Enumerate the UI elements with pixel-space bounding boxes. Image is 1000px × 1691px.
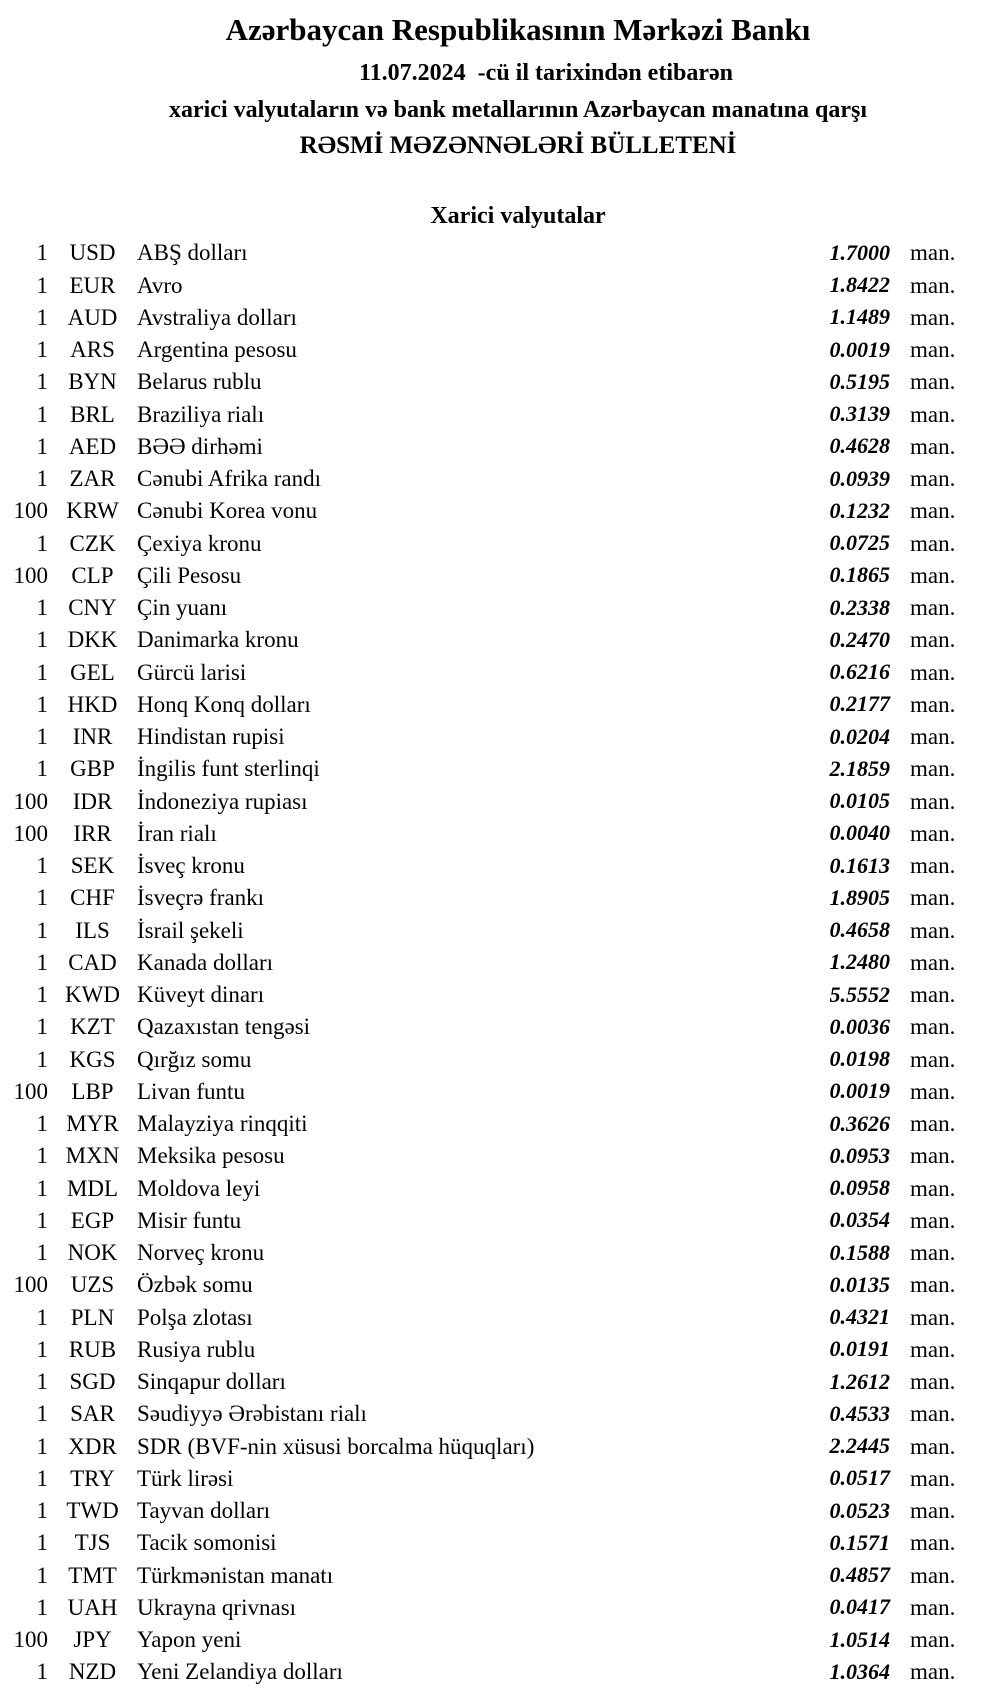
quantity-cell: 1 — [36, 595, 48, 620]
currency-code-cell: TJS — [74, 1530, 111, 1556]
rate-value-cell: 0.4857 — [829, 1562, 890, 1587]
quantity-cell: 100 — [13, 498, 48, 524]
rate-value-cell: 1.1489 — [829, 304, 890, 330]
rate-value-cell: 0.0105 — [829, 788, 890, 813]
rate-value-cell: 0.0019 — [829, 336, 890, 362]
table-row — [0, 1333, 1000, 1365]
quantity-cell: 100 — [13, 820, 48, 846]
quantity-cell: 100 — [13, 788, 48, 814]
currency-name-cell: İsrail şekeli — [137, 917, 244, 943]
unit-cell: man. — [910, 1369, 956, 1394]
quantity-cell: 1 — [36, 369, 48, 395]
unit-cell: man. — [910, 1175, 956, 1201]
quantity-cell: 1 — [36, 724, 48, 749]
rate-value-cell: 2.2445 — [829, 1433, 890, 1458]
table-row — [0, 1365, 1000, 1397]
currency-name-cell: Yeni Zelandiya dolları — [137, 1659, 343, 1685]
currency-code-cell: USD — [69, 240, 116, 266]
unit-cell: man. — [910, 1401, 956, 1427]
rate-value-cell: 0.4321 — [829, 1304, 890, 1329]
table-row — [0, 1043, 1000, 1075]
currency-name-cell: İran rialı — [137, 820, 217, 846]
effective-date: 11.07.2024 — [358, 60, 466, 87]
table-row — [0, 1623, 1000, 1655]
rate-value-cell: 2.1859 — [829, 755, 890, 781]
quantity-cell: 1 — [36, 853, 48, 878]
unit-cell: man. — [910, 1304, 956, 1330]
currency-code-cell: GBP — [70, 756, 115, 782]
currency-name-cell: Braziliya rialı — [137, 401, 265, 427]
currency-code-cell: GEL — [70, 659, 115, 685]
table-row — [0, 1269, 1000, 1301]
currency-name-cell: Belarus rublu — [137, 369, 262, 395]
table-row — [0, 1011, 1000, 1043]
currency-name-cell: Yapon yeni — [137, 1627, 242, 1652]
currency-code-cell: SAR — [70, 1401, 115, 1427]
rate-value-cell: 0.4658 — [829, 917, 890, 942]
currency-code-cell: RUB — [68, 1336, 117, 1362]
currency-name-cell: Cənubi Korea vonu — [137, 498, 318, 524]
currency-name-cell: Argentina pesosu — [137, 337, 297, 362]
bulletin-header — [0, 0, 1000, 161]
rate-value-cell: 0.6216 — [829, 659, 890, 684]
rate-value-cell: 0.2338 — [829, 594, 890, 620]
currency-name-cell: Danimarka kronu — [137, 627, 299, 653]
table-row — [0, 527, 1000, 559]
currency-name-cell: Türkmənistan manatı — [137, 1562, 334, 1588]
quantity-cell: 100 — [13, 1272, 48, 1298]
unit-cell: man. — [910, 1465, 956, 1491]
unit-cell: man. — [910, 1143, 956, 1169]
quantity-cell: 1 — [36, 272, 48, 298]
rate-value-cell: 0.0953 — [829, 1142, 890, 1168]
quantity-cell: 1 — [36, 240, 48, 266]
table-row — [0, 1462, 1000, 1494]
unit-cell: man. — [910, 1111, 956, 1136]
quantity-cell: 1 — [36, 1433, 48, 1459]
rate-value-cell: 1.2612 — [829, 1368, 890, 1394]
quantity-cell: 1 — [36, 304, 48, 330]
currency-code-cell: TRY — [70, 1465, 115, 1491]
unit-cell: man. — [910, 1433, 956, 1459]
currency-code-cell: CAD — [68, 949, 117, 975]
unit-cell: man. — [910, 691, 956, 717]
unit-cell: man. — [910, 272, 956, 298]
table-row — [0, 914, 1000, 946]
rate-value-cell: 0.0725 — [829, 530, 890, 555]
currency-name-cell: Honq Konq dolları — [137, 691, 311, 717]
currency-name-cell: Malayziya rinqqiti — [137, 1111, 308, 1136]
rate-value-cell: 0.4628 — [829, 433, 890, 459]
quantity-cell: 1 — [36, 659, 48, 685]
rate-value-cell: 0.3139 — [829, 401, 890, 426]
quantity-cell: 1 — [36, 1046, 48, 1072]
currency-code-cell: UAH — [67, 1594, 118, 1620]
table-row — [0, 849, 1000, 881]
currency-code-cell: SGD — [69, 1369, 116, 1394]
quantity-cell: 1 — [36, 1304, 48, 1330]
rate-value-cell: 0.1588 — [829, 1239, 890, 1265]
table-row — [0, 1591, 1000, 1623]
unit-cell: man. — [910, 756, 956, 782]
currency-name-cell: Türk lirəsi — [137, 1465, 234, 1491]
table-row — [0, 1527, 1000, 1559]
rate-value-cell: 0.0523 — [829, 1497, 890, 1523]
currency-code-cell: CHF — [70, 885, 115, 911]
currency-name-cell: İsveçrə frankı — [137, 885, 265, 911]
rate-value-cell: 0.2177 — [829, 691, 890, 717]
currency-name-cell: İndoneziya rupiası — [137, 788, 308, 814]
unit-cell: man. — [910, 433, 956, 459]
rate-value-cell: 1.2480 — [829, 949, 890, 975]
currency-name-cell: Küveyt dinarı — [137, 982, 265, 1007]
quantity-cell: 1 — [36, 1175, 48, 1201]
rate-value-cell: 1.7000 — [829, 239, 890, 265]
currency-code-cell: KRW — [66, 498, 119, 524]
currency-code-cell: CNY — [68, 595, 117, 620]
table-row — [0, 237, 1000, 269]
currency-code-cell: MYR — [66, 1111, 119, 1136]
currency-code-cell: KWD — [65, 982, 120, 1007]
currency-code-cell: IDR — [72, 788, 113, 814]
rate-value-cell: 0.1865 — [829, 562, 890, 588]
currency-code-cell: INR — [72, 724, 113, 749]
effective-date-line — [46, 60, 1000, 88]
unit-cell: man. — [910, 1207, 956, 1233]
table-row — [0, 1107, 1000, 1139]
currency-name-cell: Çin yuanı — [137, 595, 228, 620]
currency-name-cell: Özbək somu — [137, 1272, 253, 1298]
rate-value-cell: 0.0354 — [829, 1207, 890, 1233]
quantity-cell: 1 — [36, 982, 48, 1007]
table-row — [0, 753, 1000, 785]
bulletin-subtitle: xarici valyutaların və bank metallarının Azərbaycan manatına qarşı — [168, 96, 867, 123]
table-row — [0, 559, 1000, 591]
quantity-cell: 1 — [36, 1240, 48, 1265]
currency-code-cell: AED — [68, 433, 117, 459]
unit-cell: man. — [910, 1659, 956, 1685]
unit-cell: man. — [910, 304, 956, 330]
currency-code-cell: EUR — [69, 272, 116, 298]
page-title: Azərbaycan Respublikasının Mərkəzi Bankı — [225, 12, 811, 47]
unit-cell: man. — [910, 949, 956, 975]
rate-value-cell: 0.0019 — [829, 1078, 890, 1104]
table-row — [0, 495, 1000, 527]
rate-value-cell: 0.3626 — [829, 1110, 890, 1136]
currency-name-cell: Avstraliya dolları — [137, 304, 297, 330]
unit-cell: man. — [910, 1078, 956, 1104]
rate-value-cell: 1.0514 — [829, 1626, 890, 1652]
currency-name-cell: Avro — [137, 272, 183, 298]
rates-table — [0, 237, 1000, 1688]
currency-code-cell: CZK — [69, 530, 116, 556]
rate-value-cell: 0.0135 — [829, 1271, 890, 1297]
currency-name-cell: Livan funtu — [137, 1078, 245, 1104]
currency-code-cell: BYN — [68, 369, 117, 395]
quantity-cell: 1 — [36, 1014, 48, 1040]
currency-code-cell: JPY — [73, 1627, 112, 1652]
rate-value-cell: 0.0198 — [829, 1046, 890, 1071]
unit-cell: man. — [910, 627, 956, 653]
currency-code-cell: LBP — [71, 1078, 114, 1104]
unit-cell: man. — [910, 724, 956, 749]
currency-code-cell: NZD — [68, 1659, 117, 1685]
table-row — [0, 430, 1000, 462]
rate-value-cell: 0.0204 — [829, 723, 890, 749]
unit-cell: man. — [910, 853, 956, 878]
unit-cell: man. — [910, 1530, 956, 1556]
table-row — [0, 301, 1000, 333]
unit-cell: man. — [910, 401, 956, 427]
unit-cell: man. — [910, 1627, 956, 1652]
rate-value-cell: 1.0364 — [829, 1658, 890, 1684]
currency-code-cell: NOK — [67, 1240, 118, 1265]
rate-value-cell: 0.1613 — [829, 852, 890, 878]
quantity-cell: 1 — [36, 433, 48, 459]
rate-value-cell: 0.0040 — [829, 820, 890, 846]
rate-value-cell: 1.8422 — [829, 272, 890, 297]
currency-name-cell: İngilis funt sterlinqi — [137, 756, 320, 782]
unit-cell: man. — [910, 1498, 956, 1523]
currency-name-cell: Gürcü larisi — [137, 659, 247, 685]
table-row — [0, 1398, 1000, 1430]
currency-name-cell: Hindistan rupisi — [137, 724, 285, 749]
currency-code-cell: KZT — [70, 1014, 115, 1040]
currency-code-cell: ARS — [70, 337, 115, 362]
rate-value-cell: 0.0036 — [829, 1013, 890, 1039]
unit-cell: man. — [910, 1272, 956, 1298]
currency-code-cell: PLN — [70, 1304, 115, 1330]
quantity-cell: 100 — [13, 1627, 48, 1652]
currency-code-cell: DKK — [67, 627, 118, 653]
currency-name-cell: Kanada dolları — [137, 949, 274, 975]
unit-cell: man. — [910, 820, 956, 846]
quantity-cell: 1 — [36, 1336, 48, 1362]
currency-name-cell: Polşa zlotası — [137, 1304, 253, 1330]
table-row — [0, 462, 1000, 494]
table-row — [0, 720, 1000, 752]
quantity-cell: 1 — [36, 917, 48, 943]
rate-value-cell: 1.8905 — [829, 884, 890, 910]
rate-value-cell: 0.1571 — [829, 1529, 890, 1555]
currency-code-cell: ZAR — [69, 466, 116, 491]
currency-code-cell: EGP — [70, 1207, 115, 1233]
table-row — [0, 1301, 1000, 1333]
currency-name-cell: Cənubi Afrika randı — [137, 466, 321, 491]
table-row — [0, 1140, 1000, 1172]
table-row — [0, 1656, 1000, 1688]
unit-cell: man. — [910, 1562, 956, 1588]
currency-name-cell: Ukrayna qrivnası — [137, 1594, 297, 1620]
quantity-cell: 1 — [36, 885, 48, 911]
currency-code-cell: CLP — [71, 562, 114, 588]
currency-name-cell: Rusiya rublu — [137, 1336, 256, 1362]
currency-code-cell: HKD — [67, 691, 118, 717]
currency-code-cell: KGS — [69, 1046, 116, 1072]
rate-value-cell: 0.4533 — [829, 1400, 890, 1426]
currency-code-cell: IRR — [73, 820, 112, 846]
currency-name-cell: Səudiyyə Ərəbistanı rialı — [137, 1401, 367, 1427]
quantity-cell: 1 — [36, 1143, 48, 1169]
currency-code-cell: UZS — [70, 1272, 115, 1298]
table-row — [0, 1494, 1000, 1526]
unit-cell: man. — [910, 788, 956, 814]
table-row — [0, 978, 1000, 1010]
currency-code-cell: XDR — [68, 1433, 117, 1459]
unit-cell: man. — [910, 1014, 956, 1040]
table-row — [0, 591, 1000, 623]
quantity-cell: 1 — [36, 466, 48, 491]
table-row — [0, 688, 1000, 720]
quantity-cell: 1 — [36, 1530, 48, 1556]
table-row — [0, 269, 1000, 301]
currency-name-cell: İsveç kronu — [137, 853, 245, 878]
quantity-cell: 1 — [36, 691, 48, 717]
rate-value-cell: 5.5552 — [829, 981, 890, 1007]
currency-name-cell: Çexiya kronu — [137, 530, 262, 556]
unit-cell: man. — [910, 1046, 956, 1072]
unit-cell: man. — [910, 530, 956, 556]
quantity-cell: 1 — [36, 337, 48, 362]
unit-cell: man. — [910, 917, 956, 943]
quantity-cell: 1 — [36, 401, 48, 427]
currency-code-cell: ILS — [75, 917, 110, 943]
quantity-cell: 1 — [36, 1659, 48, 1685]
rate-value-cell: 0.2470 — [829, 626, 890, 652]
currency-code-cell: MXN — [65, 1143, 120, 1169]
table-row — [0, 1172, 1000, 1204]
bulletin-title: RƏSMİ MƏZƏNNƏLƏRİ BÜLLETENİ — [299, 132, 737, 160]
table-row — [0, 656, 1000, 688]
table-row — [0, 1430, 1000, 1462]
currency-name-cell: Meksika pesosu — [137, 1143, 285, 1169]
unit-cell: man. — [910, 369, 956, 395]
currency-name-cell: Tayvan dolları — [137, 1498, 271, 1523]
currency-code-cell: SEK — [70, 853, 115, 878]
table-row — [0, 624, 1000, 656]
unit-cell: man. — [910, 1594, 956, 1620]
table-row — [0, 366, 1000, 398]
rate-value-cell: 0.0191 — [829, 1336, 890, 1362]
currency-code-cell: TWD — [66, 1498, 119, 1523]
currency-name-cell: Qazaxıstan tengəsi — [137, 1014, 311, 1040]
currency-name-cell: ABŞ dolları — [137, 240, 248, 266]
currency-code-cell: AUD — [67, 304, 118, 330]
currency-code-cell: TMT — [68, 1562, 117, 1588]
table-row — [0, 882, 1000, 914]
unit-cell: man. — [910, 659, 956, 685]
currency-name-cell: Qırğız somu — [137, 1046, 252, 1072]
table-row — [0, 398, 1000, 430]
quantity-cell: 1 — [36, 1207, 48, 1233]
unit-cell: man. — [910, 595, 956, 620]
table-row — [0, 785, 1000, 817]
unit-cell: man. — [910, 240, 956, 266]
quantity-cell: 1 — [36, 1498, 48, 1523]
currency-name-cell: Çili Pesosu — [137, 562, 242, 588]
table-row — [0, 333, 1000, 365]
table-row — [0, 946, 1000, 978]
unit-cell: man. — [910, 337, 956, 362]
section-title: Xarici valyutalar — [430, 203, 606, 230]
rate-value-cell: 0.0517 — [829, 1465, 890, 1491]
currency-code-cell: BRL — [70, 401, 115, 427]
quantity-cell: 100 — [13, 562, 48, 588]
unit-cell: man. — [910, 1240, 956, 1265]
currency-name-cell: Misir funtu — [137, 1207, 242, 1233]
date-suffix: -cü il tarixindən etibarən — [477, 60, 733, 87]
rate-value-cell: 0.0939 — [829, 465, 890, 491]
currency-name-cell: Moldova leyi — [137, 1175, 261, 1201]
quantity-cell: 1 — [36, 949, 48, 975]
quantity-cell: 1 — [36, 1594, 48, 1620]
unit-cell: man. — [910, 1336, 956, 1362]
quantity-cell: 1 — [36, 1401, 48, 1427]
currency-name-cell: Sinqapur dolları — [137, 1369, 286, 1394]
quantity-cell: 1 — [36, 1465, 48, 1491]
quantity-cell: 1 — [36, 627, 48, 653]
rate-value-cell: 0.1232 — [829, 497, 890, 523]
table-row — [0, 1204, 1000, 1236]
quantity-cell: 1 — [36, 1562, 48, 1588]
quantity-cell: 1 — [36, 530, 48, 556]
currency-name-cell: SDR (BVF-nin xüsusi borcalma hüquqları) — [137, 1433, 535, 1459]
table-row — [0, 1559, 1000, 1591]
quantity-cell: 1 — [36, 756, 48, 782]
table-row — [0, 1075, 1000, 1107]
currency-name-cell: Norveç kronu — [137, 1240, 265, 1265]
rate-value-cell: 0.0958 — [829, 1175, 890, 1200]
quantity-cell: 1 — [36, 1111, 48, 1136]
rate-value-cell: 0.0417 — [829, 1594, 890, 1620]
rate-value-cell: 0.5195 — [829, 368, 890, 394]
currency-name-cell: Tacik somonisi — [137, 1530, 277, 1556]
unit-cell: man. — [910, 466, 956, 491]
table-row — [0, 1236, 1000, 1268]
currency-code-cell: MDL — [66, 1175, 119, 1201]
table-row — [0, 817, 1000, 849]
unit-cell: man. — [910, 885, 956, 911]
unit-cell: man. — [910, 498, 956, 524]
quantity-cell: 100 — [13, 1078, 48, 1104]
quantity-cell: 1 — [36, 1369, 48, 1394]
unit-cell: man. — [910, 562, 956, 588]
unit-cell: man. — [910, 982, 956, 1007]
currency-name-cell: BƏƏ dirhəmi — [137, 433, 263, 459]
